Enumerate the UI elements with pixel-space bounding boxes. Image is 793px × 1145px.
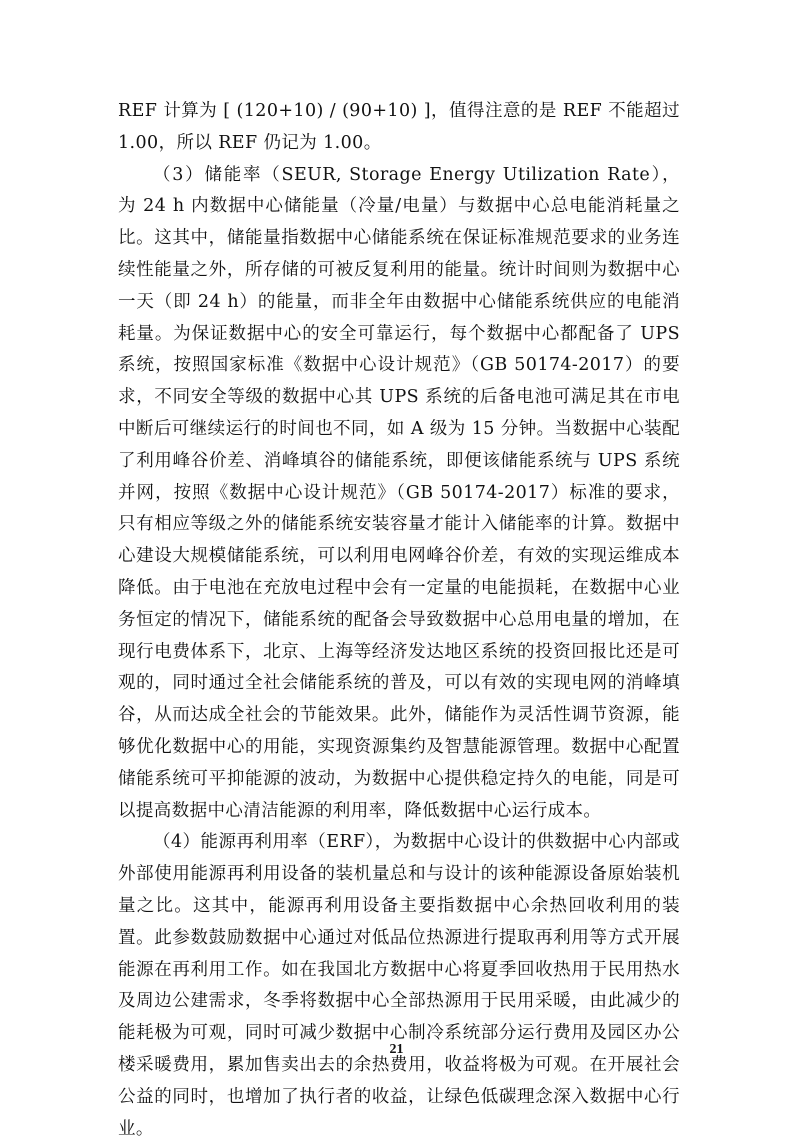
paragraph-storage-energy-utilization-rate: （3）储能率（SEUR, Storage Energy Utilization Rate），为 24 h 内数据中心储能量（冷量/电量）与数据中心总电能消耗量之比。这其中，储能量指数据中心储能系统在保证标准规范要求的业务连续性能量之外，所存储的可被反复利用的能量。统计时间则为数据中心一天（即 24 h）的能量，而非全年由数据中心储能系统供应的电能消耗量。为保证数据中心的安全可靠运行，每个数据中心都配备了 UPS 系统，按照国家标准《数据中心设计规范》（GB 50174-2017）的要求，不同安全等级的数据中心其 UPS 系统的后备电池可满足其在市电中断后可继续运行的时间也不同，如 A 级为 15 分钟。当数据中心装配了利用峰谷价差、消峰填谷的储能系统，即便该储能系统与 UPS 系统并网，按照《数据中心设计规范》（GB 50174-2017）标准的要求，只有相应等级之外的储能系统安装容量才能计入储能率的计算。数据中心建设大规模储能系统，可以利用电网峰谷价差，有效的实现运维成本降低。由于电池在充放电过程中会有一定量的电能损耗，在数据中心业务恒定的情况下，储能系统的配备会导致数据中心总用电量的增加，在现行电费体系下，北京、上海等经济发达地区系统的投资回报比还是可观的，同时通过全社会储能系统的普及，可以有效的实现电网的消峰填谷，从而达成全社会的节能效果。此外，储能作为灵活性调节资源，能够优化数据中心的用能，实现资源集约及智慧能源管理。数据中心配置储能系统可平抑能源的波动，为数据中心提供稳定持久的电能，同是可以提高数据中心清洁能源的利用率，降低数据中心运行成本。 bbox=[118, 164, 680, 821]
paragraph-ref-continuation: REF 计算为 [ (120+10) / (90+10) ]，值得注意的是 REF 不能超过 1.00，所以 REF 仍记为 1.00。 bbox=[118, 101, 680, 153]
page-number: 21 bbox=[389, 1042, 404, 1057]
document-body bbox=[118, 96, 680, 1145]
paragraph-energy-reuse-factor: （4）能源再利用率（ERF），为数据中心设计的供数据中心内部或外部使用能源再利用设备的装机量总和与设计的该种能源设备原始装机量之比。这其中，能源再利用设备主要指数据中心余热回收利用的装置。此参数鼓励数据中心通过对低品位热源进行提取再利用等方式开展能源在再利用工作。如在我国北方数据中心将夏季回收热用于民用热水及周边公建需求，冬季将数据中心全部热源用于民用采暖，由此减少的能耗极为可观，同时可减少数据中心制冷系统部分运行费用及园区办公楼采暖费用，累加售卖出去的余热费用，收益将极为可观。在开展社会公益的同时，也增加了执行者的收益，让绿色低碳理念深入数据中心行业。 bbox=[118, 832, 680, 1139]
